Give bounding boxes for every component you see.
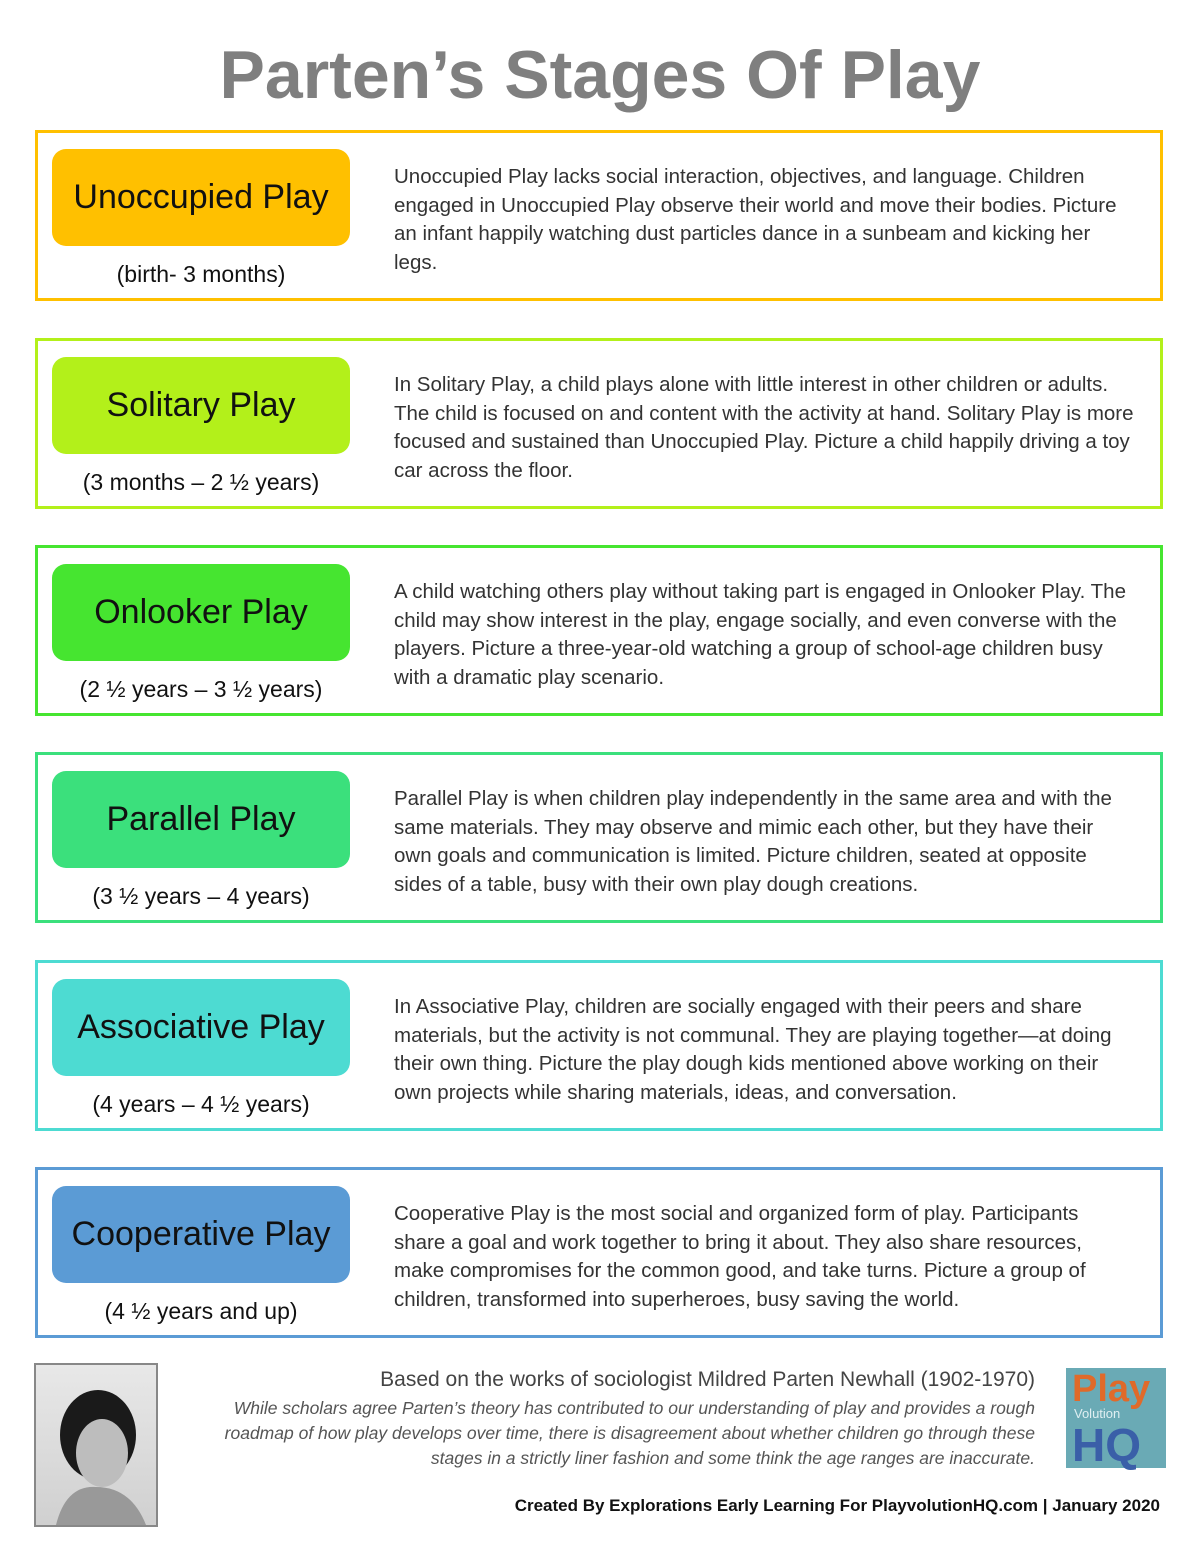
stage-name: Unoccupied Play [73, 178, 329, 216]
stage-name-badge [52, 1186, 350, 1283]
stage-description: In Solitary Play, a child plays alone with little interest in other children or adults. The child is focused on and content with the activity at hand. Solitary Play is more focused and sustained than Unoccupied Play. Picture a child happily driving a toy car across the floor. [394, 373, 1134, 482]
stage-name-badge [52, 771, 350, 868]
disclaimer-note: While scholars agree Parten’s theory has contributed to our understanding of play and provides a rough roadmap of how play develops over time, there is disagreement about whether children go through these stages in a strictly liner fashion and some think the age ranges are inaccurate. [224, 1398, 1035, 1468]
stage-description: Unoccupied Play lacks social interaction, objectives, and language. Children engaged in Unoccupied Play observe their world and move their bodies. Picture an infant happily watching dust particles dance in a sunbeam and kicking her legs. [394, 165, 1117, 274]
stage-description: Parallel Play is when children play independently in the same area and with the same materials. They may observe and mimic each other, but they have their own goals and communication is limited. Picture children, seated at opposite sides of a table, busy with their own play dough creations. [394, 787, 1112, 896]
stage-description: A child watching others play without taking part is engaged in Onlooker Play. The child may show interest in the play, engage socially, and even converse with the players. Picture a three-year-old watching a group of school-age children busy with a dramatic play scenario. [394, 580, 1126, 689]
logo-play: Play [1072, 1368, 1151, 1410]
portrait-photo [34, 1363, 158, 1527]
stage-description: In Associative Play, children are socially engaged with their peers and share materials, but the activity is not communal. They are playing together—at doing their own thing. Picture the play dough kids mentioned above working on their own projects while sharing materials, ideas, and conversation. [394, 995, 1112, 1104]
stage-name: Onlooker Play [94, 593, 308, 631]
stage-name-badge [52, 564, 350, 661]
playvolution-hq-logo [1066, 1368, 1166, 1471]
stage-description: Cooperative Play is the most social and organized form of play. Participants share a goal and work together to bring it about. They also share resources, make compromises for the common good, and take turns. Picture a group of children, transformed into superheroes, busy saving the world. [394, 1202, 1086, 1311]
stage-age-range: (3 ½ years – 4 years) [92, 883, 310, 909]
stage-name-badge [52, 357, 350, 454]
stage-name-badge [52, 149, 350, 246]
stage-card [35, 130, 1163, 301]
stage-card [35, 752, 1163, 923]
stage-card [35, 1167, 1163, 1338]
logo-hq: HQ [1072, 1419, 1141, 1471]
stage-age-range: (3 months – 2 ½ years) [82, 469, 320, 495]
stage-name: Associative Play [77, 1008, 325, 1046]
stage-name: Parallel Play [106, 800, 296, 838]
stage-card [35, 338, 1163, 509]
stage-age-range: (2 ½ years – 3 ½ years) [79, 676, 323, 702]
stage-card [35, 545, 1163, 716]
stage-age-range: (4 ½ years and up) [104, 1298, 298, 1324]
logo-volution: Volution [1074, 1406, 1121, 1421]
stage-name: Cooperative Play [71, 1215, 331, 1253]
credit-line: Created By Explorations Early Learning For PlayvolutionHQ.com | January 2020 [514, 1496, 1160, 1515]
stage-card [35, 960, 1163, 1131]
page-title: Parten’s Stages Of Play [219, 37, 981, 113]
portrait-image [36, 1365, 156, 1525]
attribution: Based on the works of sociologist Mildred Parten Newhall (1902-1970) [380, 1368, 1035, 1391]
stage-name: Solitary Play [106, 386, 296, 424]
stage-age-range: (4 years – 4 ½ years) [92, 1091, 310, 1117]
stage-name-badge [52, 979, 350, 1076]
stage-age-range: (birth- 3 months) [116, 261, 286, 287]
